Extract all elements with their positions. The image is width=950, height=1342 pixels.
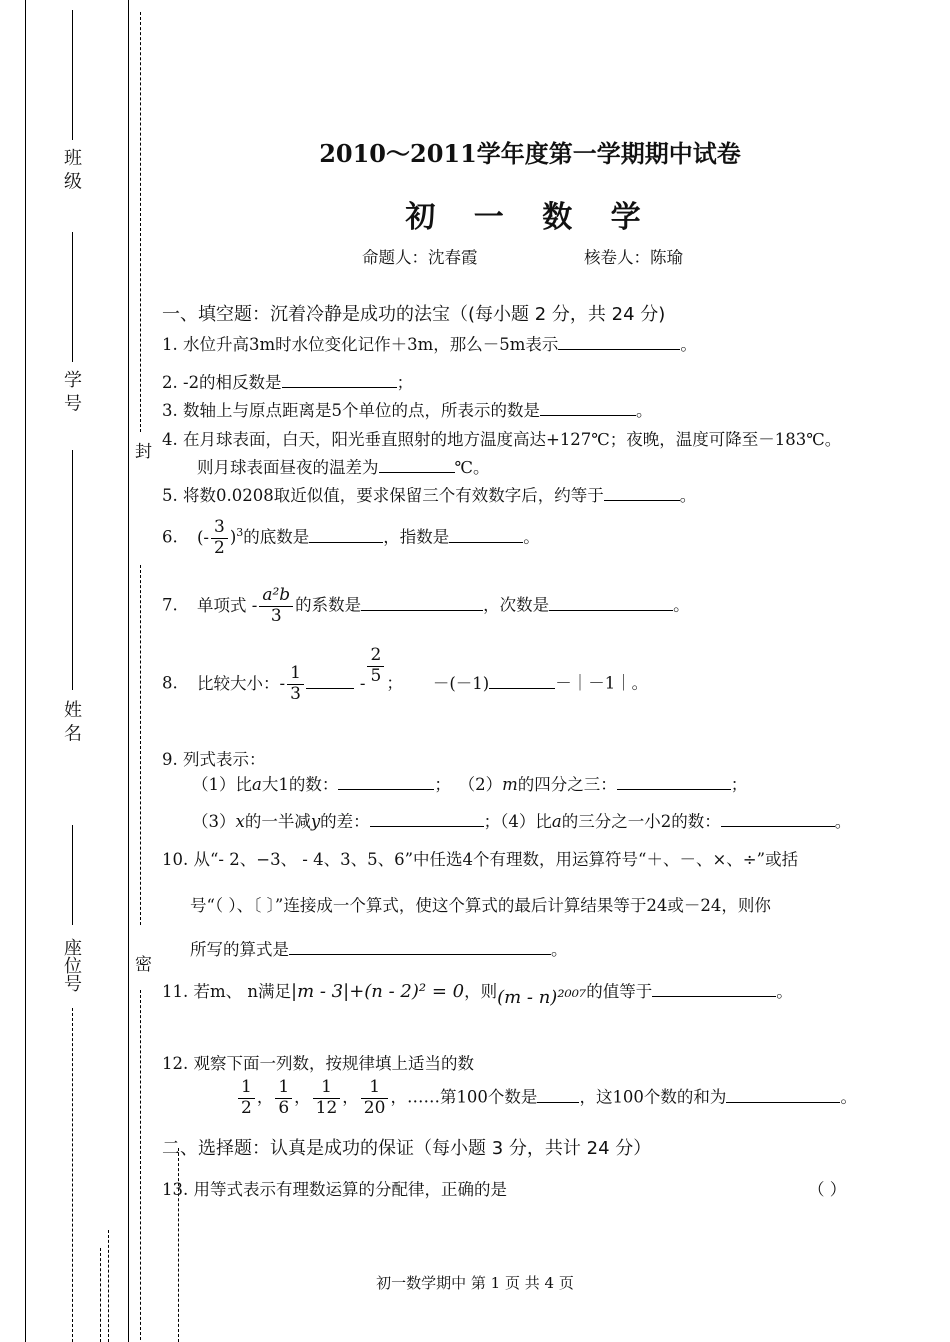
- q7-frac-den: 3: [270, 605, 282, 626]
- q6-pre: (-: [197, 527, 210, 547]
- q7: [162, 586, 690, 626]
- q9-p2end: ；: [730, 775, 748, 794]
- q8-t3: －｜－1｜。: [555, 673, 649, 693]
- q9-p1-var: a: [252, 775, 262, 794]
- q8-pre: 比较大小：-: [197, 673, 286, 693]
- q9-row1: [192, 771, 747, 795]
- q6-frac-den: 2: [214, 537, 225, 558]
- q3: [162, 397, 653, 421]
- q1-text: 1. 水位升高3m时水位变化记作＋3m，那么－5m表示: [162, 335, 559, 354]
- q6: [162, 518, 540, 558]
- q10-blank[interactable]: [289, 939, 551, 955]
- q9-p1b: 大1的数：: [261, 775, 339, 794]
- q4-line1: 4. 在月球表面，白天，阳光垂直照射的地方温度高达+127℃；夜晚，温度可降至－183℃。: [162, 430, 842, 449]
- q1-end: 。: [680, 335, 697, 354]
- q3-end: 。: [636, 401, 653, 420]
- q8-blank-2[interactable]: [489, 673, 555, 689]
- q9-p1a: （1）比: [192, 775, 252, 794]
- q13: 13. 用等式表示有理数运算的分配律，正确的是: [162, 1180, 507, 1199]
- q6-frac-num: 3: [211, 518, 228, 539]
- q6-end: 。: [523, 527, 540, 547]
- q9-p3-var: x: [235, 812, 245, 831]
- q10-line3: [190, 936, 568, 960]
- q11: [162, 978, 793, 1008]
- q12-end: 。: [840, 1087, 857, 1107]
- student-no-blank: [72, 232, 73, 362]
- q4-line2: [197, 454, 489, 478]
- q7-frac-num: a²b: [259, 586, 293, 607]
- q10-line1: 10. 从“- 2、−3、 - 4、3、5、6”中任选4个有理数，用运算符号“＋、－、×、÷”或括: [162, 850, 799, 869]
- seat-label: 座位号: [61, 938, 82, 992]
- q12-f1-num: 1: [238, 1078, 255, 1099]
- q5-text: 5. 将数0.0208取近似值，要求保留三个有效数字后，约等于: [162, 486, 604, 505]
- cut-line-middle: [140, 565, 141, 925]
- q7-num: 7.: [162, 595, 178, 615]
- q8-t1: ；: [386, 673, 403, 693]
- q12-f2-num: 1: [275, 1078, 292, 1099]
- q6-blank-base[interactable]: [309, 527, 383, 543]
- q9-p2-var: m: [502, 775, 518, 794]
- q7-t2: ，次数是: [483, 595, 550, 615]
- q10-end: 。: [551, 940, 568, 959]
- q12-f1-den: 2: [241, 1097, 252, 1118]
- q9-p3end: ；: [483, 812, 501, 831]
- exam-title: 2010～2011学年度第一学期期中试卷: [319, 139, 741, 168]
- class-blank: [72, 10, 73, 140]
- q7-blank-degree[interactable]: [549, 595, 673, 611]
- q12-fraction-1: [238, 1078, 255, 1118]
- q9-p3-var2: y: [310, 812, 321, 831]
- q13-answer-bracket[interactable]: （ ）: [808, 1180, 847, 1199]
- q11-end: 。: [776, 982, 793, 1001]
- page-footer: 初一数学期中 第 1 页 共 4 页: [376, 1274, 574, 1292]
- section2-heading: 二、选择题：认真是成功的保证（每小题 3 分，共计 24 分）: [162, 1138, 652, 1159]
- class-label: 班 级: [61, 148, 82, 190]
- q11-target-expr: (m - n)²⁰⁰⁷: [497, 987, 587, 1008]
- q9-blank-3[interactable]: [370, 811, 484, 827]
- q8-fraction-2: [367, 646, 384, 686]
- q9-p4end: 。: [834, 812, 852, 831]
- q8-num: 8.: [162, 673, 178, 693]
- subject-title: 初 一 数 学: [405, 200, 655, 235]
- q2-text: 2. -2的相反数是: [162, 373, 282, 392]
- q9-p2a: （2）: [466, 775, 503, 794]
- q6-exponent: 3: [236, 526, 244, 540]
- q3-text: 3. 数轴上与原点距离是5个单位的点，所表示的数是: [162, 401, 540, 420]
- q8-f1-den: 3: [290, 683, 301, 704]
- q6-fraction: [211, 518, 228, 558]
- binding-margin: [25, 0, 129, 1342]
- q12-title: 12. 观察下面一列数，按规律填上适当的数: [162, 1054, 474, 1073]
- q7-end: 。: [673, 595, 690, 615]
- q10-text: 所写的算式是: [190, 940, 289, 959]
- q9-p3a: （3）: [192, 812, 236, 831]
- q8-f2-num: 2: [367, 646, 384, 667]
- q9-p4-var: a: [551, 812, 562, 831]
- q6-num: 6.: [162, 527, 178, 547]
- q7-pre: 单项式 -: [197, 595, 258, 615]
- q9-title: 9. 列式表示：: [162, 750, 266, 769]
- q12-t2: ，这100个数的和为: [579, 1087, 727, 1107]
- q9-p2b: 的四分之三：: [517, 775, 617, 794]
- reviewer: 核卷人：陈瑜: [584, 248, 683, 267]
- cut-line-top: [140, 12, 141, 432]
- q12-sequence: $\frac{1}{2}$ ， $\frac{1}{6}$ ， $\frac{1}{12}$ ， $\frac{1}{20}$ ，……第100个数是 ，这100个数的和为 。: [236, 1078, 857, 1118]
- q9-blank-4[interactable]: [721, 811, 835, 827]
- seat-blank: [72, 825, 73, 925]
- q12-f4-den: 20: [363, 1097, 386, 1118]
- q8-t2: －(－1): [432, 673, 490, 693]
- q2-end: ；: [396, 373, 414, 392]
- q12-f2-den: 6: [278, 1097, 290, 1118]
- q8-blank-1[interactable]: [306, 673, 354, 689]
- q12-f4-num: 1: [361, 1078, 389, 1099]
- q4-end: ℃。: [454, 458, 490, 477]
- name-blank: [72, 450, 73, 690]
- q8-fraction-1: [287, 664, 304, 704]
- q12-fraction-2: [275, 1078, 292, 1118]
- q7-blank-coef[interactable]: [361, 595, 483, 611]
- seal-feng: 封: [131, 442, 151, 459]
- q6-t2: ，指数是: [383, 527, 450, 547]
- margin-dash-small: [100, 1248, 101, 1342]
- q4-text: 则月球表面昼夜的温差为: [197, 458, 379, 477]
- q10-line2: 号“（ ）、〔 〕”连接成一个算式，使这个算式的最后计算结果等于24或－24，则你: [190, 896, 771, 915]
- q4-blank[interactable]: [379, 457, 455, 473]
- q12-blank-2[interactable]: [726, 1087, 840, 1103]
- q8-minus: -: [359, 673, 366, 693]
- q12-fraction-3: [313, 1078, 341, 1118]
- q5: [162, 482, 696, 506]
- q11-blank[interactable]: [652, 981, 776, 997]
- q7-fraction: [259, 586, 293, 626]
- section1-heading: 一、填空题：沉着冷静是成功的法宝（(每小题 2 分，共 24 分): [162, 304, 666, 325]
- q12-t1: ，……第100个数是: [390, 1087, 538, 1107]
- q6-t1: 的底数是: [243, 527, 310, 547]
- q12-f3-num: 1: [313, 1078, 341, 1099]
- q5-blank[interactable]: [604, 485, 680, 501]
- student-no-label: 学 号: [61, 370, 82, 412]
- q11-condition-expr: |m - 3|+(n - 2)² = 0: [291, 981, 465, 1002]
- q9-blank-1[interactable]: [338, 774, 434, 790]
- setter: 命题人：沈春霞: [362, 248, 478, 267]
- q9-blank-2[interactable]: [617, 774, 731, 790]
- q1: [162, 331, 697, 355]
- q11-post: 的值等于: [586, 982, 653, 1001]
- q1-blank[interactable]: [558, 334, 680, 350]
- q9-p4b: 的三分之一小2的数：: [561, 812, 721, 831]
- q2: [162, 369, 413, 393]
- q6-blank-exp[interactable]: [449, 527, 523, 543]
- q12-f3-den: 12: [315, 1097, 338, 1118]
- q7-t1: 的系数是: [295, 595, 362, 615]
- q8: [162, 645, 649, 704]
- q8-f2-den: 5: [370, 665, 382, 686]
- q2-blank[interactable]: [282, 372, 397, 388]
- q12-blank-1[interactable]: [537, 1087, 579, 1103]
- q9-p4a: （4）比: [500, 812, 552, 831]
- q11-mid: ，则: [464, 982, 498, 1001]
- q5-end: 。: [679, 486, 697, 505]
- q8-f1-num: 1: [287, 664, 304, 685]
- q12-fraction-4: [361, 1078, 389, 1118]
- q6-post: ): [229, 527, 237, 547]
- q11-pre: 11. 若m、 n满足: [162, 982, 292, 1001]
- q9-row2: [192, 808, 851, 832]
- q3-blank[interactable]: [540, 400, 636, 416]
- q9-p1end: ；: [434, 775, 451, 794]
- seal-mi: 密: [131, 955, 151, 972]
- q9-p3b: 的一半减: [244, 812, 311, 831]
- q9-p3c: 的差：: [320, 812, 370, 831]
- name-label: 姓 名: [61, 700, 82, 742]
